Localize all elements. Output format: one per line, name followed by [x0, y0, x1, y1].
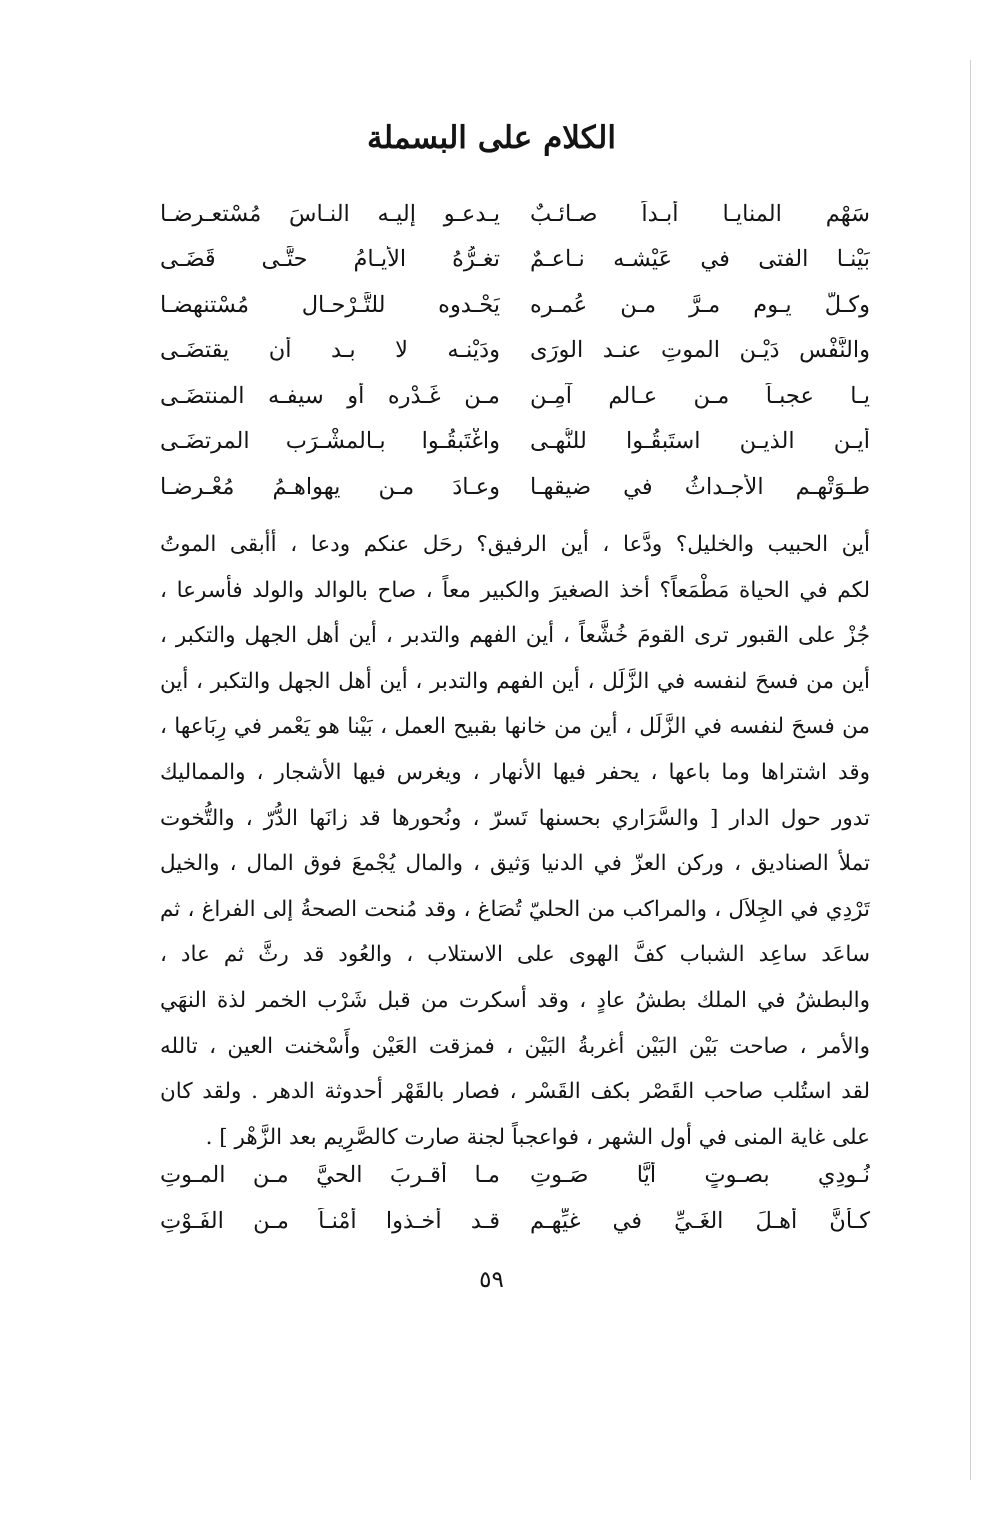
- verse-left-hemistich: تغـرُّهُ الأيـامُ حتَّـى قَضَـى: [160, 246, 500, 273]
- verse-left-hemistich: مـا أقـربَ الحيَّ مـن المـوتِ: [160, 1162, 500, 1188]
- verse-right-hemistich: طـوَتْهـم الأجـداثُ في ضيقهـا: [530, 473, 870, 500]
- prose-line: والأمر ، صاحت بَيْن البَيْن أغربةُ البَيْن ، فمزقت العَيْن وأَسْخنت العين ، تالله: [160, 1033, 870, 1059]
- verse-line: [160, 373, 870, 419]
- prose-line: تملأ الصناديق ، وركن العزّ في الدنيا وَثيق ، والمال يُجْمعَ فوق المال ، والخيل: [160, 851, 870, 877]
- verse-right-hemistich: يـا عجبـاً مـن عـالمٍ آمِـنٍ: [530, 382, 870, 409]
- prose-line: من فسحَ لنفسه في الزَّلَل ، أين من خانها بقبيح العمل ، بَيْنا هو يَعْمر في رِبَاعها ،: [160, 714, 870, 740]
- verse-right-hemistich: وكـلُّ يـومٍ مـرَّ مـن عُمـره: [530, 291, 870, 318]
- verse-right-hemistich: كـأنَّ أهـلَ الغَـيِّ في غيِّهـم: [530, 1208, 870, 1234]
- verse-left-hemistich: قـد أخـذوا أمْنـاً مـن الفَـوْتِ: [160, 1208, 500, 1234]
- prose-line: تَرْدِي في الجِلاَل ، والمراكب من الحليّ تُصَاغ ، وقد مُنحت الصحةُ إلى الفراغ ، ثم: [160, 896, 870, 922]
- verse-left-hemistich: واغْتَبقُـوا بـالمشْـرَب المرتضَـى: [160, 428, 500, 455]
- prose-line: أين الحبيب والخليل؟ ودَّعا ، أين الرفيق؟ رحَل عنكم ودعا ، أأبقى الموتُ: [160, 532, 870, 557]
- verse-line: [160, 282, 870, 328]
- prose-line: لقد استُلب صاحب القَصْر بكف القَسْر ، فصار بالقَهْر أحدوثة الدهر . ولقد كان: [160, 1079, 870, 1105]
- verse-line: [160, 419, 870, 465]
- verse-left-hemistich: وعـادَ مـن يهواهـمُ مُعْـرِضـا: [160, 473, 500, 500]
- prose-line: تدور حول الدار [ والسَّرَاري بحسنها تَسرّ ، ونُحورها قد زانَها الدُّرّ ، والتُّخوت: [160, 805, 870, 831]
- prose-paragraph: [160, 522, 870, 1160]
- verse-line: [160, 1152, 870, 1198]
- page-number: ٥٩: [479, 1267, 504, 1293]
- prose-line: لكم في الحياة مَطْمَعاً؟ أخذ الصغيرَ والكبير معاً ، صاح بالوالد والولد فأسرعا ،: [160, 577, 870, 603]
- poem-bottom: [160, 1152, 870, 1244]
- prose-line: على غاية المنى في أول الشهر ، فواعجباً لجنة صارت كالصَّرِيم بعد الزَّهْر ] .: [205, 1124, 870, 1150]
- prose-line: وقد اشتراها وما باعها ، يحفر فيها الأنهار ، ويغرس فيها الأشجار ، والمماليك: [160, 759, 870, 785]
- verse-line: [160, 237, 870, 283]
- verse-line: [160, 328, 870, 374]
- prose-line: والبطشُ في الملك بطشُ عادٍ ، وقد أسكرت من قبل شَرْب الخمر لذة النهَي: [160, 987, 870, 1013]
- poem-top: [160, 191, 870, 510]
- prose-line: ساعَد ساعِد الشباب كفَّ الهوى على الاستلاب ، والعُود قد رثَّ ثم عاد ،: [160, 942, 870, 968]
- verse-line: [160, 191, 870, 237]
- verse-left-hemistich: يَحْـدوه للتَّـرْحـال مُسْتنهضـا: [160, 291, 500, 318]
- verse-right-hemistich: بَيْنـا الفتى في عَيْشـه نـاعـمٌ: [530, 246, 870, 273]
- verse-right-hemistich: والنَّفْس دَيْـن الموتِ عنـد الورَى: [530, 337, 870, 364]
- prose-line: جُزْ على القبور ترى القومَ خُشَّعاً ، أين الفهم والتدبر ، أين أهل الجهل والتكبر ،: [160, 623, 870, 649]
- verse-line: [160, 1198, 870, 1244]
- verse-left-hemistich: مـن غَـدْره أو سيفـه المنتضَـى: [160, 382, 500, 409]
- verse-line: [160, 464, 870, 510]
- page-title: الكلام على البسملة: [367, 120, 616, 156]
- verse-left-hemistich: ودَيْنـه لا بـد أن يقتضَـى: [160, 337, 500, 364]
- verse-right-hemistich: أيـن الذيـن استَبقُـوا للنُّهـى: [530, 428, 870, 455]
- prose-line: أين من فسحَ لنفسه في الزَّلَل ، أين الفهم والتدبر ، أين أهل الجهل والتكبر ، أين: [160, 668, 870, 694]
- verse-right-hemistich: سَهْم المنايـا أبـداً صـائـبٌ: [530, 200, 870, 227]
- verse-left-hemistich: يـدعـو إليـه النـاسَ مُسْتعـرِضـا: [160, 200, 500, 227]
- verse-right-hemistich: نُـودِي بصـوتٍ أيَّا صَـوتِ: [530, 1162, 870, 1188]
